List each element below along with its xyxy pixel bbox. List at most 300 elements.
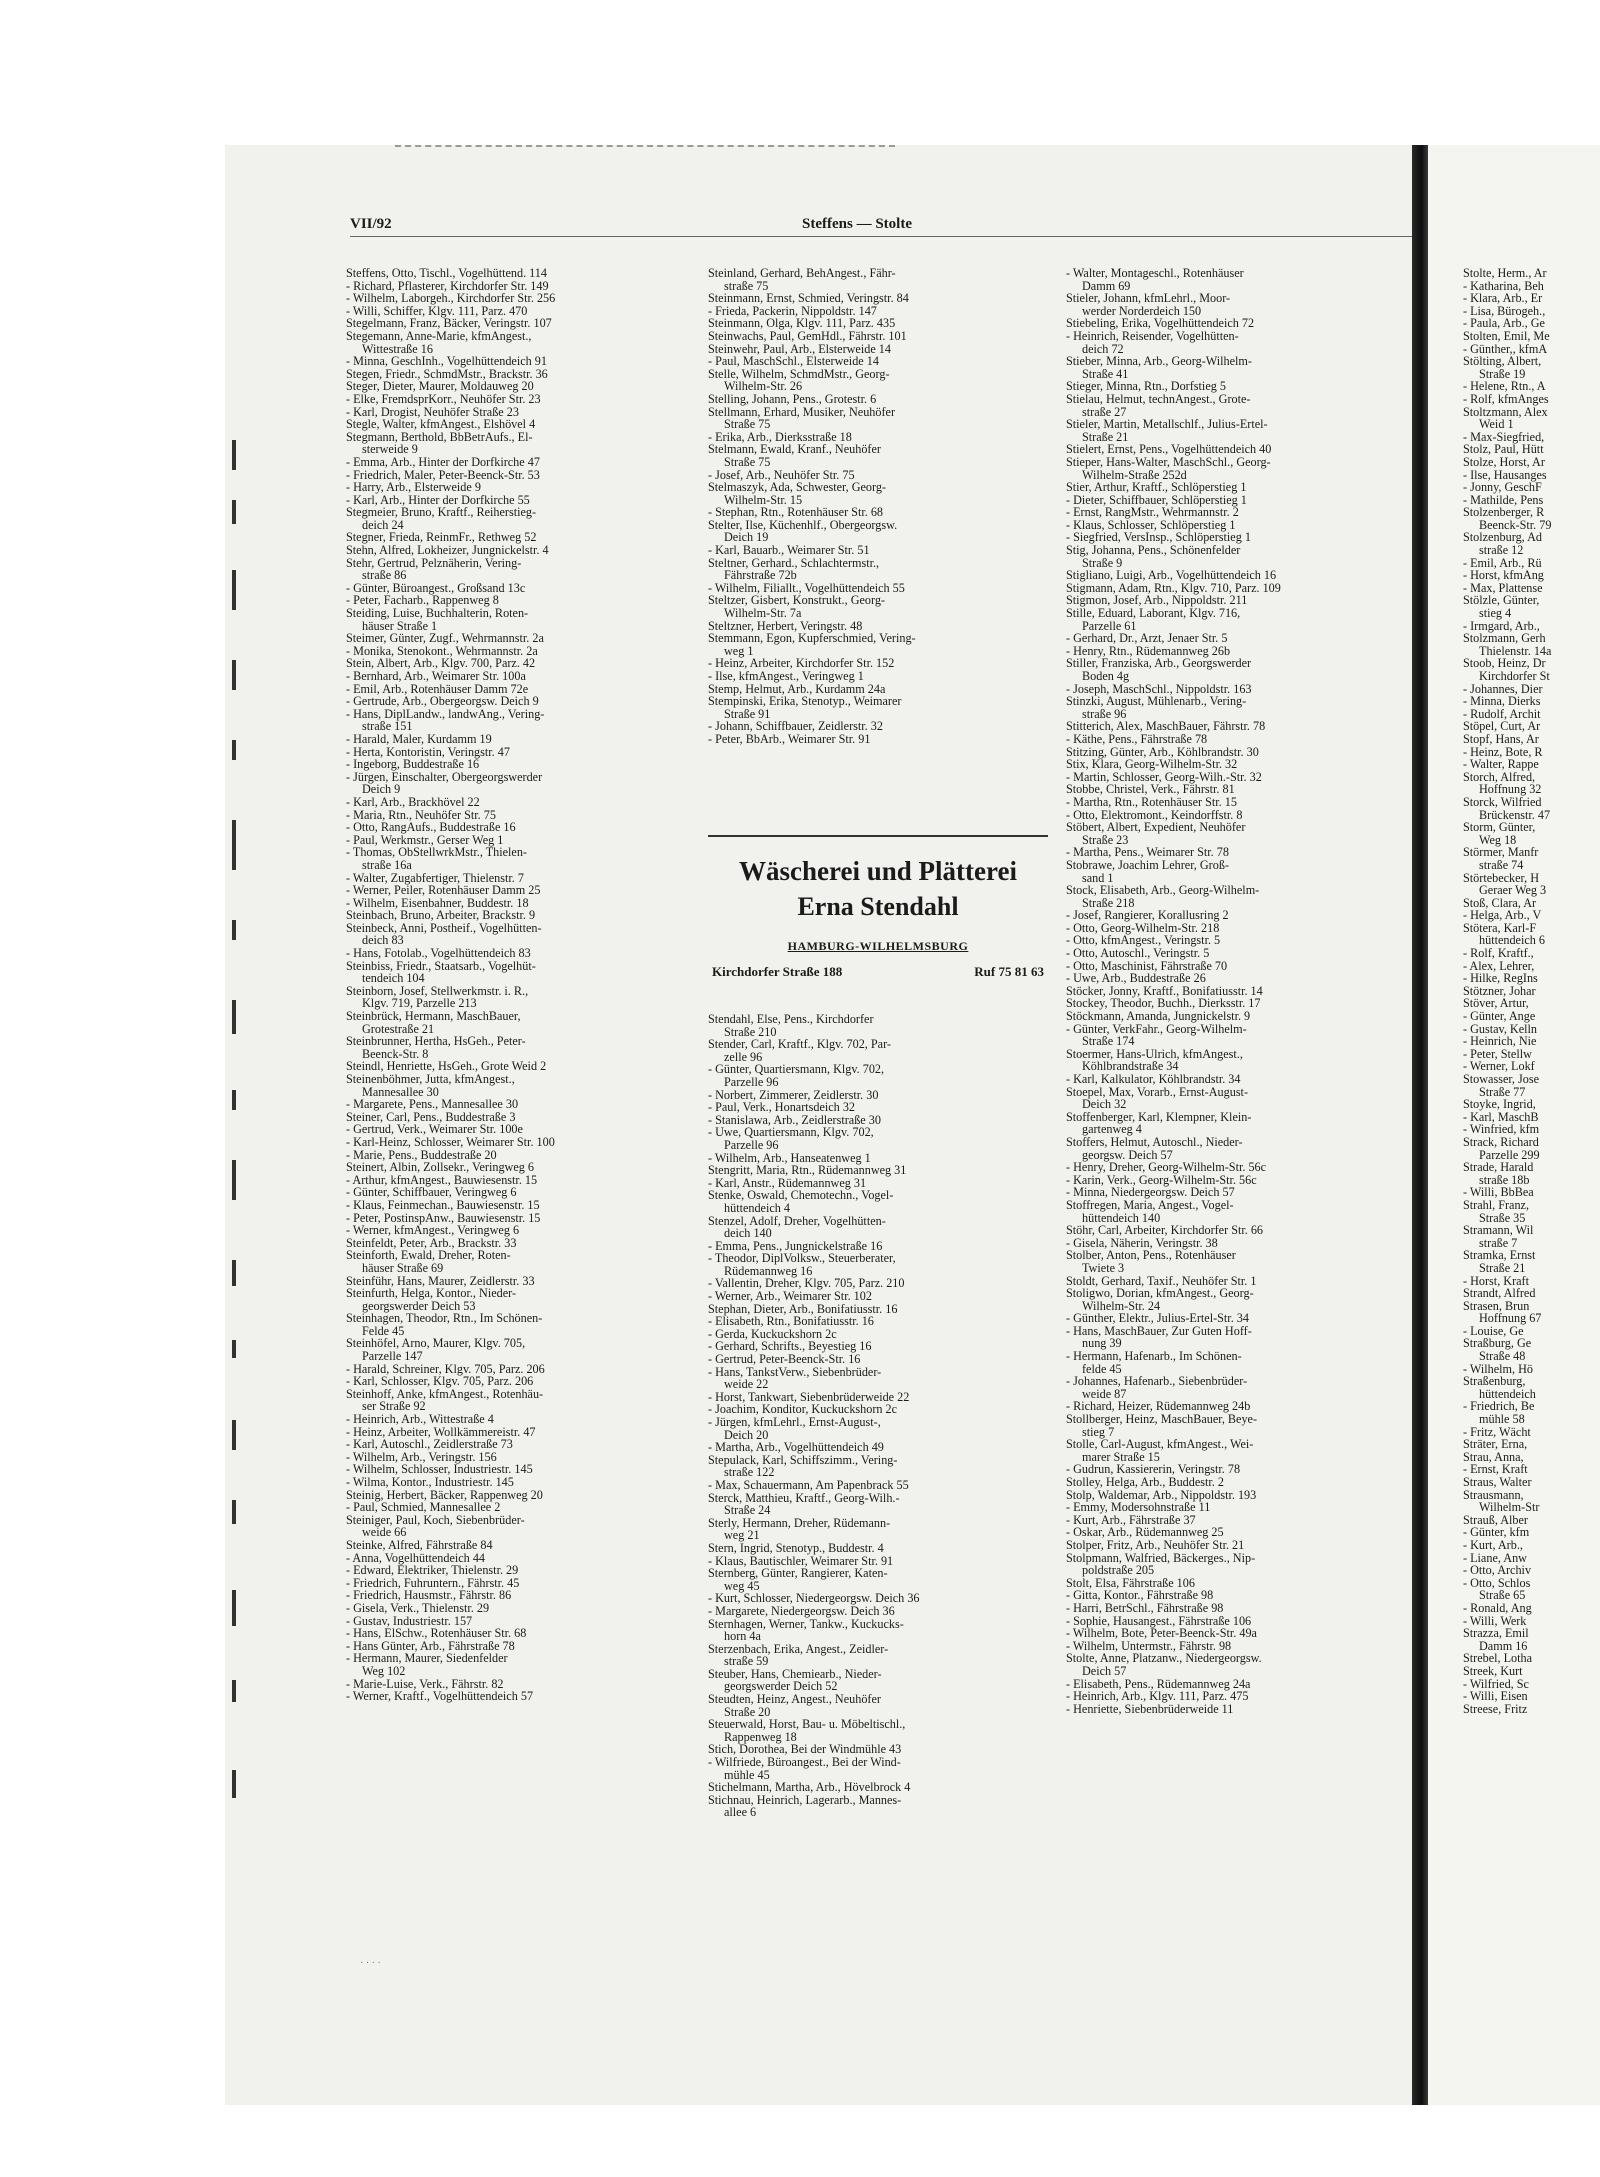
directory-entry: Stelmann, Ewald, Kranf., Neuhöfer bbox=[708, 442, 881, 457]
directory-entry: Strebel, Lotha bbox=[1463, 1651, 1533, 1666]
directory-entry: Stockey, Theodor, Buchh., Dierksstr. 17 bbox=[1066, 996, 1261, 1011]
directory-entry: Deich 57 bbox=[1082, 1663, 1127, 1678]
directory-entry: allee 6 bbox=[724, 1805, 757, 1819]
directory-entry: Hoffnung 67 bbox=[1479, 1311, 1542, 1326]
directory-entry: - Louise, Ge bbox=[1463, 1323, 1524, 1338]
directory-entry: - Karl, Bauarb., Weimarer Str. 51 bbox=[708, 543, 870, 558]
directory-entry: - Emma, Pens., Jungnickelstraße 16 bbox=[708, 1238, 883, 1253]
directory-entry: Stegelmann, Franz, Bäcker, Veringstr. 107 bbox=[346, 316, 552, 331]
directory-entry: Stitterich, Alex, MaschBauer, Fährstr. 78 bbox=[1066, 719, 1266, 734]
directory-entry: - Hermann, Maurer, Siedenfelder bbox=[346, 1651, 508, 1666]
directory-entry: - Ilse, kfmAngest., Veringweg 1 bbox=[708, 669, 864, 683]
directory-entry: Strausmann, bbox=[1463, 1487, 1524, 1502]
directory-entry: Streese, Fritz bbox=[1463, 1701, 1528, 1716]
directory-entry: Stolzenberger, R bbox=[1463, 505, 1545, 520]
directory-entry: Boden 4g bbox=[1082, 669, 1130, 683]
directory-entry: - Otto, Maschinist, Fährstraße 70 bbox=[1066, 958, 1228, 973]
directory-entry: Stölzle, Günter, bbox=[1463, 593, 1540, 608]
directory-entry: Klgv. 719, Parzelle 213 bbox=[362, 996, 477, 1011]
directory-entry: Stille, Eduard, Laborant, Klgv. 716, bbox=[1066, 606, 1241, 621]
directory-entry: Steinwehr, Paul, Arb., Elsterweide 14 bbox=[708, 341, 891, 356]
directory-entry: - Willi, Eisen bbox=[1463, 1689, 1528, 1704]
directory-entry: - Klaus, Schlosser, Schlöperstieg 1 bbox=[1066, 517, 1236, 532]
directory-entry: - Martha, Pens., Weimarer Str. 78 bbox=[1066, 845, 1229, 860]
directory-entry: felde 45 bbox=[1082, 1361, 1122, 1376]
directory-entry: Stoob, Heinz, Dr bbox=[1463, 656, 1546, 671]
directory-entry: Stramka, Ernst bbox=[1463, 1248, 1536, 1263]
directory-entry: - Horst, Tankwart, Siebenbrüderweide 22 bbox=[708, 1389, 910, 1404]
directory-entry: Deich 20 bbox=[724, 1427, 769, 1442]
directory-entry: Parzelle 96 bbox=[724, 1074, 779, 1089]
directory-entry: Stegen, Friedr., SchmdMstr., Brackstr. 36 bbox=[346, 366, 548, 381]
directory-entry: Beenck-Str. 8 bbox=[362, 1046, 429, 1061]
directory-entry: - Irmgard, Arb., bbox=[1463, 618, 1540, 633]
directory-entry: Straße 21 bbox=[1082, 429, 1129, 444]
directory-entry: - Hans, Fotolab., Vogelhüttendeich 83 bbox=[346, 946, 531, 961]
directory-entry: Stich, Dorothea, Bei der Windmühle 43 bbox=[708, 1742, 902, 1757]
directory-entry: Wilhelm-Str. 26 bbox=[724, 379, 803, 394]
directory-entry: - Oskar, Arb., Rüdemannweg 25 bbox=[1066, 1525, 1224, 1540]
directory-entry: Steuerwald, Horst, Bau- u. Möbeltischl., bbox=[708, 1717, 906, 1732]
directory-entry: hüttendeich 140 bbox=[1082, 1210, 1161, 1225]
directory-column-3 bbox=[1066, 267, 1411, 1715]
directory-entry: Strack, Richard bbox=[1463, 1134, 1539, 1149]
directory-entry: - Harald, Schreiner, Klgv. 705, Parz. 206 bbox=[346, 1361, 545, 1376]
directory-entry: Stegemann, Anne-Marie, kfmAngest., bbox=[346, 328, 532, 343]
directory-entry: deich 83 bbox=[362, 933, 404, 948]
directory-entry: - Gisela, Verk., Thielenstr. 29 bbox=[346, 1600, 490, 1615]
directory-entry: Stock, Elisabeth, Arb., Georg-Wilhelm- bbox=[1066, 883, 1260, 898]
directory-entry: - Harald, Maler, Kurdamm 19 bbox=[346, 731, 492, 746]
directory-entry: Steinfeldt, Peter, Arb., Brackstr. 33 bbox=[346, 1235, 517, 1250]
directory-entry: - Otto, Autoschl., Veringstr. 5 bbox=[1066, 946, 1210, 961]
directory-entry: Stöcker, Jonny, Kraftf., Bonifatiusstr. 14 bbox=[1066, 983, 1263, 998]
directory-entry: - Otto, kfmAngest., Veringstr. 5 bbox=[1066, 933, 1221, 948]
directory-column-4 bbox=[1463, 267, 1600, 1715]
directory-entry: Stramann, Wil bbox=[1463, 1223, 1534, 1238]
directory-entry: - Ingeborg, Buddestraße 16 bbox=[346, 757, 480, 772]
directory-entry: Strandt, Alfred bbox=[1463, 1286, 1536, 1301]
directory-entry: - Kurt, Arb., bbox=[1463, 1537, 1523, 1552]
directory-entry: - Gerhard, Dr., Arzt, Jenaer Str. 5 bbox=[1066, 631, 1228, 646]
directory-entry: Stolley, Helga, Arb., Buddestr. 2 bbox=[1066, 1475, 1224, 1489]
directory-entry: straße 75 bbox=[724, 278, 769, 293]
directory-entry: Deich 32 bbox=[1082, 1097, 1127, 1112]
directory-entry: - Hans, TankstVerw., Siebenbrüder- bbox=[708, 1364, 882, 1379]
directory-entry: - Emmy, Modersohnstraße 11 bbox=[1066, 1500, 1211, 1515]
directory-entry: weg 21 bbox=[724, 1528, 760, 1543]
directory-entry: Steinert, Albin, Zollsekr., Veringweg 6 bbox=[346, 1160, 534, 1175]
directory-entry: - Paul, MaschSchl., Elsterweide 14 bbox=[708, 354, 879, 369]
directory-column-2 bbox=[708, 267, 1058, 827]
directory-entry: zelle 96 bbox=[724, 1049, 763, 1064]
directory-entry: - Hilke, RegIns bbox=[1463, 971, 1538, 986]
book-gutter bbox=[1412, 145, 1428, 2105]
directory-entry: - Henriette, Siebenbrüderweide 11 bbox=[1066, 1701, 1234, 1716]
directory-entry: - Peter, BbArb., Weimarer Str. 91 bbox=[708, 731, 871, 746]
directory-entry: - Harri, BetrSchl., Fährstraße 98 bbox=[1066, 1600, 1224, 1615]
footer-marks: · · · · bbox=[360, 1958, 381, 1969]
directory-entry: Sternhagen, Werner, Tankw., Kuckucks- bbox=[708, 1616, 904, 1631]
directory-entry: - Sophie, Hausangest., Fährstraße 106 bbox=[1066, 1613, 1252, 1628]
directory-entry: - Heinrich, Nie bbox=[1463, 1034, 1537, 1049]
directory-entry: - Klara, Arb., Er bbox=[1463, 291, 1543, 306]
directory-entry: - Karl, Kalkulator, Köhlbrandstr. 34 bbox=[1066, 1072, 1241, 1086]
directory-entry: horn 4a bbox=[724, 1629, 761, 1644]
directory-entry: Stoffenberger, Karl, Klempner, Klein- bbox=[1066, 1109, 1252, 1124]
directory-entry: - Karl, Arb., Hinter der Dorfkirche 55 bbox=[346, 492, 530, 507]
directory-entry: - Henry, Dreher, Georg-Wilhelm-Str. 56c bbox=[1066, 1160, 1267, 1175]
directory-entry: - Paula, Arb., Ge bbox=[1463, 316, 1545, 331]
directory-entry: - Margarete, Niedergeorgsw. Deich 36 bbox=[708, 1603, 895, 1618]
directory-entry: - Max, Plattense bbox=[1463, 580, 1543, 595]
directory-entry: - Elisabeth, Pens., Rüdemannweg 24a bbox=[1066, 1676, 1251, 1691]
directory-entry: Stinzki, August, Mühlenarb., Vering- bbox=[1066, 694, 1247, 709]
directory-entry: - Marie, Pens., Buddestraße 20 bbox=[346, 1147, 497, 1162]
directory-entry: Stolle, Carl-August, kfmAngest., Wei- bbox=[1066, 1437, 1254, 1452]
directory-entry: Steindl, Henriette, HsGeh., Grote Weid 2 bbox=[346, 1059, 547, 1074]
directory-entry: werder Norderdeich 150 bbox=[1082, 303, 1202, 318]
directory-entry: - Wilhelm, Filiallt., Vogelhüttendeich 55 bbox=[708, 580, 905, 595]
directory-entry: Steinbeck, Anni, Postheif., Vogelhütten- bbox=[346, 920, 542, 935]
directory-entry: Stoffregen, Maria, Angest., Vogel- bbox=[1066, 1197, 1234, 1212]
directory-entry: Twiete 3 bbox=[1082, 1260, 1125, 1275]
directory-entry: - Walter, Zugabfertiger, Thielenstr. 7 bbox=[346, 870, 524, 885]
directory-entry: weide 66 bbox=[362, 1525, 407, 1540]
directory-entry: Straße 75 bbox=[724, 417, 771, 432]
directory-entry: häuser Straße 1 bbox=[362, 618, 438, 633]
directory-entry: - Max-Siegfried, bbox=[1463, 429, 1545, 444]
directory-entry: - Wilfried, Sc bbox=[1463, 1676, 1529, 1691]
directory-entry: Stielau, Helmut, technAngest., Grote- bbox=[1066, 391, 1251, 406]
directory-entry: - Gisela, Näherin, Veringstr. 38 bbox=[1066, 1235, 1218, 1250]
directory-entry: Weg 18 bbox=[1479, 832, 1517, 847]
directory-entry: Stolte, Anne, Platzanw., Niedergeorgsw. bbox=[1066, 1651, 1262, 1666]
directory-entry: - Anna, Vogelhüttendeich 44 bbox=[346, 1550, 486, 1565]
directory-entry: - Otto, Archiv bbox=[1463, 1563, 1532, 1578]
directory-entry: - Stephan, Rtn., Rotenhäuser Str. 68 bbox=[708, 505, 884, 520]
ad-business-type: Wäscherei und Plätterei bbox=[739, 856, 1017, 886]
directory-entry: Steltzer, Gisbert, Konstrukt., Georg- bbox=[708, 593, 885, 608]
directory-entry: Strahl, Franz, bbox=[1463, 1197, 1530, 1212]
directory-entry: Straße 77 bbox=[1479, 1084, 1526, 1099]
directory-entry: Steinhoff, Anke, kfmAngest., Rotenhäu- bbox=[346, 1386, 544, 1401]
directory-entry: - Werner, Kraftf., Vogelhüttendeich 57 bbox=[346, 1689, 534, 1703]
directory-entry: Sterck, Matthieu, Kraftf., Georg-Wilh.- bbox=[708, 1490, 900, 1505]
directory-entry: - Herta, Kontoristin, Veringstr. 47 bbox=[346, 744, 510, 759]
directory-entry: - Edward, Elektriker, Thielenstr. 29 bbox=[346, 1563, 519, 1578]
directory-entry: - Hans, DiplLandw., landwAng., Vering- bbox=[346, 706, 545, 721]
directory-entry: - Willi, BbBea bbox=[1463, 1185, 1534, 1200]
directory-entry: Straße 19 bbox=[1479, 366, 1526, 381]
directory-entry: Stopf, Hans, Ar bbox=[1463, 731, 1539, 746]
directory-entry: - Frieda, Packerin, Nippoldstr. 147 bbox=[708, 303, 877, 318]
directory-entry: - Friedrich, Be bbox=[1463, 1399, 1535, 1414]
directory-entry: Steinhöfel, Arno, Maurer, Klgv. 705, bbox=[346, 1336, 526, 1351]
directory-entry: deich 72 bbox=[1082, 341, 1124, 356]
directory-entry: Stoermer, Hans-Ulrich, kfmAngest., bbox=[1066, 1046, 1243, 1061]
directory-entry: Steinfurth, Helga, Kontor., Nieder- bbox=[346, 1286, 516, 1301]
directory-entry: - Horst, kfmAng bbox=[1463, 568, 1544, 583]
directory-entry: Stichelmann, Martha, Arb., Hövelbrock 4 bbox=[708, 1780, 911, 1795]
directory-entry: Deich 19 bbox=[724, 530, 769, 545]
directory-entry: - Alex, Lehrer, bbox=[1463, 958, 1535, 973]
directory-entry: - Uwe, Quartiersmann, Klgv. 702, bbox=[708, 1125, 874, 1140]
directory-entry: Wilhelm-Straße 252d bbox=[1082, 467, 1187, 482]
directory-entry: sterweide 9 bbox=[362, 442, 418, 457]
directory-entry: Stenzel, Adolf, Dreher, Vogelhütten- bbox=[708, 1213, 886, 1228]
directory-entry: Straße 9 bbox=[1082, 555, 1123, 570]
directory-entry: poldstraße 205 bbox=[1082, 1563, 1155, 1578]
directory-entry: - Theodor, DiplVolksw., Steuerberater, bbox=[708, 1251, 896, 1266]
directory-entry: Stölting, Albert, bbox=[1463, 354, 1542, 369]
directory-entry: - Johann, Schiffbauer, Zeidlerstr. 32 bbox=[708, 719, 883, 734]
directory-entry: - Harry, Arb., Elsterweide 9 bbox=[346, 480, 481, 495]
directory-entry: Steinig, Herbert, Bäcker, Rappenweg 20 bbox=[346, 1487, 543, 1502]
directory-entry: - Arthur, kfmAngest., Bauwiesenstr. 15 bbox=[346, 1172, 538, 1187]
directory-entry: marer Straße 15 bbox=[1082, 1449, 1160, 1464]
directory-entry: Stolp, Waldemar, Arb., Nippoldstr. 193 bbox=[1066, 1487, 1257, 1502]
directory-entry: - Richard, Pflasterer, Kirchdorfer Str. 149 bbox=[346, 278, 549, 293]
directory-entry: - Ronald, Ang bbox=[1463, 1600, 1532, 1615]
directory-entry: Steinmann, Olga, Klgv. 111, Parz. 435 bbox=[708, 316, 896, 331]
directory-entry: Straße 210 bbox=[724, 1024, 777, 1039]
directory-entry: Stellmann, Erhard, Musiker, Neuhöfer bbox=[708, 404, 896, 419]
directory-entry: - Willi, Schiffer, Klgv. 111, Parz. 470 bbox=[346, 303, 528, 318]
directory-entry: Straße 35 bbox=[1479, 1210, 1526, 1225]
directory-entry: weg 45 bbox=[724, 1578, 760, 1593]
directory-entry: Stolte, Herm., Ar bbox=[1463, 267, 1547, 280]
directory-entry: - Erika, Arb., Dierksstraße 18 bbox=[708, 429, 852, 444]
directory-entry: - Klaus, Bautischler, Weimarer Str. 91 bbox=[708, 1553, 894, 1568]
directory-entry: Stein, Albert, Arb., Klgv. 700, Parz. 42 bbox=[346, 656, 536, 671]
directory-column-1 bbox=[346, 267, 696, 1703]
directory-entry: Stelmaszyk, Ada, Schwester, Georg- bbox=[708, 480, 886, 495]
directory-entry: - Horst, Kraft bbox=[1463, 1273, 1529, 1288]
advertisement bbox=[708, 835, 1048, 1005]
directory-entry: georgswerder Deich 53 bbox=[362, 1298, 476, 1313]
directory-entry: Stolten, Emil, Me bbox=[1463, 328, 1550, 343]
directory-entry: - Josef, Arb., Neuhöfer Str. 75 bbox=[708, 467, 855, 482]
directory-entry: Stobrawe, Joachim Lehrer, Groß- bbox=[1066, 857, 1229, 872]
directory-entry: Stöver, Artur, bbox=[1463, 996, 1529, 1011]
directory-entry: Fährstraße 72b bbox=[724, 568, 797, 583]
directory-entry: weide 87 bbox=[1082, 1386, 1127, 1401]
directory-entry: Stehn, Alfred, Lokheizer, Jungnickelstr. 4 bbox=[346, 543, 549, 558]
directory-entry: Stoldt, Gerhard, Taxif., Neuhöfer Str. 1 bbox=[1066, 1273, 1257, 1288]
directory-entry: Straße 23 bbox=[1082, 832, 1129, 847]
directory-entry: Stieper, Hans-Walter, MaschSchl., Georg- bbox=[1066, 454, 1271, 469]
scan-artifact-line bbox=[395, 145, 895, 149]
directory-entry: - Karl, Anstr., Rüdemannweg 31 bbox=[708, 1175, 867, 1190]
directory-entry: - Katharina, Beh bbox=[1463, 278, 1544, 293]
directory-entry: Straße 24 bbox=[724, 1503, 771, 1518]
directory-entry: Stiller, Franziska, Arb., Georgswerder bbox=[1066, 656, 1252, 671]
directory-entry: Parzelle 61 bbox=[1082, 618, 1137, 633]
directory-entry: Wilhelm-Str. 7a bbox=[724, 606, 802, 621]
directory-entry: - Paul, Verk., Honartsdeich 32 bbox=[708, 1100, 856, 1115]
directory-entry: Steinführ, Hans, Maurer, Zeidlerstr. 33 bbox=[346, 1273, 535, 1288]
directory-entry: Stigliano, Luigi, Arb., Vogelhüttendeich 16 bbox=[1066, 568, 1277, 583]
directory-entry: Sterly, Hermann, Dreher, Rüdemann- bbox=[708, 1515, 891, 1530]
directory-entry: Steinbiss, Friedr., Staatsarb., Vogelhüt- bbox=[346, 958, 536, 973]
directory-entry: - Günther, Elektr., Julius-Ertel-Str. 34 bbox=[1066, 1311, 1249, 1326]
directory-entry: Stix, Klara, Georg-Wilhelm-Str. 32 bbox=[1066, 757, 1238, 772]
directory-entry: Stoß, Clara, Ar bbox=[1463, 895, 1537, 910]
directory-entry: Sternberg, Günter, Rangierer, Katen- bbox=[708, 1566, 888, 1581]
directory-entry: - Elke, FremdsprKorr., Neuhöfer Str. 23 bbox=[346, 391, 541, 406]
directory-entry: - Wilhelm, Hö bbox=[1463, 1361, 1534, 1376]
directory-entry: - Gustav, Industriestr. 157 bbox=[346, 1613, 473, 1628]
directory-entry: Stephan, Dieter, Arb., Bonifatiusstr. 16 bbox=[708, 1301, 898, 1316]
directory-entry: Straße 21 bbox=[1479, 1260, 1526, 1275]
directory-entry: Stolz, Paul, Hütt bbox=[1463, 442, 1544, 457]
directory-entry: - Stanislawa, Arb., Zeidlerstraße 30 bbox=[708, 1112, 881, 1127]
directory-entry: Stötzner, Johar bbox=[1463, 983, 1536, 998]
directory-entry: - Walter, Rappe bbox=[1463, 757, 1539, 772]
directory-entry: Steinke, Alfred, Fährstraße 84 bbox=[346, 1537, 493, 1552]
directory-entry: nung 39 bbox=[1082, 1336, 1122, 1351]
directory-entry: - Dieter, Schiffbauer, Schlöperstieg 1 bbox=[1066, 492, 1247, 507]
directory-entry: Stelter, Ilse, Küchenhlf., Obergeorgsw. bbox=[708, 517, 898, 532]
directory-entry: - Karl, Schlosser, Klgv. 705, Parz. 206 bbox=[346, 1374, 534, 1389]
directory-entry: - Kurt, Schlosser, Niedergeorgsw. Deich 36 bbox=[708, 1591, 920, 1606]
directory-entry: - Otto, RangAufs., Buddestraße 16 bbox=[346, 820, 516, 835]
directory-entry: hüttendeich 6 bbox=[1479, 933, 1545, 948]
directory-entry: - Günther,, kfmA bbox=[1463, 341, 1548, 356]
directory-entry: - Friedrich, Fuhruntern., Fährstr. 45 bbox=[346, 1575, 520, 1590]
directory-entry: - Gertrud, Verk., Weimarer Str. 100e bbox=[346, 1122, 523, 1137]
directory-entry: Stobbe, Christel, Verk., Fährstr. 81 bbox=[1066, 782, 1235, 797]
directory-entry: - Martha, Rtn., Rotenhäuser Str. 15 bbox=[1066, 794, 1237, 809]
directory-entry: Stempinski, Erika, Stenotyp., Weimarer bbox=[708, 694, 902, 709]
directory-entry: Stieber, Minna, Arb., Georg-Wilhelm- bbox=[1066, 354, 1252, 369]
directory-entry: Stoepel, Max, Vorarb., Ernst-August- bbox=[1066, 1084, 1249, 1099]
directory-entry: Straus, Walter bbox=[1463, 1475, 1532, 1489]
directory-entry: tendeich 104 bbox=[362, 971, 425, 986]
directory-entry: - Liane, Anw bbox=[1463, 1550, 1527, 1565]
directory-entry: straße 27 bbox=[1082, 404, 1127, 419]
directory-entry: Felde 45 bbox=[362, 1323, 405, 1338]
directory-entry: - Johannes, Hafenarb., Siebenbrüder- bbox=[1066, 1374, 1248, 1389]
directory-entry: Steltzner, Herbert, Veringstr. 48 bbox=[708, 618, 863, 633]
directory-entry: georgsw. Deich 57 bbox=[1082, 1147, 1173, 1162]
directory-entry: Stolzmann, Gerh bbox=[1463, 631, 1546, 646]
directory-entry: - Minna, Niedergeorgsw. Deich 57 bbox=[1066, 1185, 1235, 1200]
directory-entry: - Günter, kfm bbox=[1463, 1525, 1530, 1540]
directory-entry: Stolpmann, Walfried, Bäckerges., Nip- bbox=[1066, 1550, 1256, 1565]
directory-entry: - Karl, Drogist, Neuhöfer Straße 23 bbox=[346, 404, 519, 419]
directory-entry: Stelle, Wilhelm, SchmdMstr., Georg- bbox=[708, 366, 890, 381]
directory-entry: - Käthe, Pens., Fährstraße 78 bbox=[1066, 731, 1208, 746]
directory-entry: Strauß, Alber bbox=[1463, 1512, 1528, 1527]
directory-entry: Straße 174 bbox=[1082, 1034, 1135, 1049]
directory-entry: Stollberger, Heinz, MaschBauer, Beye- bbox=[1066, 1412, 1258, 1427]
directory-entry: Stolt, Elsa, Fährstraße 106 bbox=[1066, 1575, 1195, 1590]
directory-entry: - Joachim, Konditor, Kuckuckshorn 2c bbox=[708, 1402, 898, 1417]
directory-entry: Geraer Weg 3 bbox=[1479, 883, 1547, 898]
directory-entry: - Gertrude, Arb., Obergeorgsw. Deich 9 bbox=[346, 694, 539, 709]
directory-entry: - Helene, Rtn., A bbox=[1463, 379, 1546, 394]
directory-entry: Stieler, Martin, Metallschlf., Julius-Ertel- bbox=[1066, 417, 1268, 432]
directory-entry: sand 1 bbox=[1082, 870, 1114, 885]
directory-entry: Stolze, Horst, Ar bbox=[1463, 454, 1545, 469]
directory-entry: - Helga, Arb., V bbox=[1463, 908, 1542, 923]
directory-entry: - Marie-Luise, Verk., Fährstr. 82 bbox=[346, 1676, 504, 1691]
directory-entry: - Joseph, MaschSchl., Nippoldstr. 163 bbox=[1066, 681, 1252, 696]
directory-entry: - Klaus, Feinmechan., Bauwiesenstr. 15 bbox=[346, 1197, 540, 1212]
directory-entry: - Friedrich, Maler, Peter-Beenck-Str. 53 bbox=[346, 467, 540, 482]
directory-entry: Stielert, Ernst, Pens., Vogelhüttendeich 40 bbox=[1066, 442, 1272, 457]
directory-entry: Steinhagen, Theodor, Rtn., Im Schönen- bbox=[346, 1311, 543, 1326]
directory-entry: Stegmann, Berthold, BbBetrAufs., El- bbox=[346, 429, 533, 444]
directory-entry: Straße 65 bbox=[1479, 1588, 1526, 1603]
directory-entry: Steltner, Gerhard., Schlachtermstr., bbox=[708, 555, 880, 570]
directory-entry: weg 1 bbox=[724, 643, 754, 658]
directory-entry: - Mathilde, Pens bbox=[1463, 492, 1544, 507]
directory-entry: Stern, Ingrid, Stenotyp., Buddestr. 4 bbox=[708, 1540, 884, 1555]
directory-entry: - Gerhard, Schrifts., Beyestieg 16 bbox=[708, 1339, 872, 1354]
directory-entry: - Werner, Lokf bbox=[1463, 1059, 1535, 1074]
directory-entry: - Siegfried, VersInsp., Schlöperstieg 1 bbox=[1066, 530, 1251, 545]
directory-entry: - Norbert, Zimmerer, Zeidlerstr. 30 bbox=[708, 1087, 879, 1102]
directory-entry: Damm 16 bbox=[1479, 1638, 1528, 1653]
directory-entry: Damm 69 bbox=[1082, 278, 1131, 293]
directory-entry: - Otto, Georg-Wilhelm-Str. 218 bbox=[1066, 920, 1220, 935]
directory-entry: ser Straße 92 bbox=[362, 1399, 426, 1414]
directory-entry: Steinbrunner, Hertha, HsGeh., Peter- bbox=[346, 1034, 526, 1049]
directory-entry: Hoffnung 32 bbox=[1479, 782, 1542, 797]
directory-entry: Störtebecker, H bbox=[1463, 870, 1539, 885]
directory-entry: - Hans, MaschBauer, Zur Guten Hoff- bbox=[1066, 1323, 1252, 1338]
directory-entry: - Heinrich, Arb., Klgv. 111, Parz. 475 bbox=[1066, 1689, 1249, 1704]
directory-entry: Straße 218 bbox=[1082, 895, 1135, 910]
directory-entry: Steimer, Günter, Zugf., Wehrmannstr. 2a bbox=[346, 631, 544, 646]
directory-entry: - Rudolf, Archit bbox=[1463, 706, 1541, 721]
directory-entry: - Gertrud, Peter-Beenck-Str. 16 bbox=[708, 1352, 861, 1367]
directory-entry: - Wilhelm, Arb., Hanseatenweg 1 bbox=[708, 1150, 871, 1165]
directory-entry: - Günter, VerkFahr., Georg-Wilhelm- bbox=[1066, 1021, 1247, 1036]
directory-entry: Stigmon, Josef, Arb., Nippoldstr. 211 bbox=[1066, 593, 1248, 608]
directory-entry: - Peter, PostinspAnw., Bauwiesenstr. 15 bbox=[346, 1210, 541, 1225]
directory-entry: Stender, Carl, Kraftf., Klgv. 702, Par- bbox=[708, 1037, 891, 1052]
directory-entry: - Wilhelm, Eisenbahner, Buddestr. 18 bbox=[346, 895, 529, 910]
directory-entry: straße 18b bbox=[1479, 1172, 1530, 1187]
directory-entry: - Ilse, Hausanges bbox=[1463, 467, 1547, 482]
edge-marks bbox=[232, 440, 258, 1940]
directory-entry: Stötera, Karl-F bbox=[1463, 920, 1537, 935]
directory-entry: - Elisabeth, Rtn., Bonifatiusstr. 16 bbox=[708, 1314, 874, 1329]
directory-entry: Sterzenbach, Erika, Angest., Zeidler- bbox=[708, 1641, 889, 1656]
directory-entry: - Martin, Schlosser, Georg-Wilh.-Str. 32 bbox=[1066, 769, 1262, 784]
directory-entry: - Otto, Elektromont., Keindorffstr. 8 bbox=[1066, 807, 1243, 822]
directory-entry: Storm, Günter, bbox=[1463, 820, 1536, 835]
directory-entry: Köhlbrandstraße 34 bbox=[1082, 1059, 1179, 1074]
directory-entry: Stöhr, Carl, Arbeiter, Kirchdorfer Str. 66 bbox=[1066, 1223, 1264, 1238]
directory-entry: deich 24 bbox=[362, 517, 404, 532]
directory-entry: - Margarete, Pens., Mannesallee 30 bbox=[346, 1097, 519, 1112]
directory-entry: mühle 58 bbox=[1479, 1412, 1525, 1427]
directory-entry: - Wilhelm, Untermstr., Fährstr. 98 bbox=[1066, 1638, 1232, 1653]
directory-entry: weide 22 bbox=[724, 1377, 769, 1392]
directory-entry: straße 12 bbox=[1479, 543, 1524, 558]
directory-entry: - Paul, Werkmstr., Gerser Weg 1 bbox=[346, 832, 504, 847]
directory-entry: stieg 7 bbox=[1082, 1424, 1115, 1439]
directory-entry: georgswerder Deich 52 bbox=[724, 1679, 838, 1694]
directory-entry: Straßenburg, bbox=[1463, 1374, 1526, 1389]
directory-entry: - Karin, Verk., Georg-Wilhelm-Str. 56c bbox=[1066, 1172, 1257, 1187]
directory-entry: - Wilma, Kontor., Industriestr. 145 bbox=[346, 1475, 514, 1489]
